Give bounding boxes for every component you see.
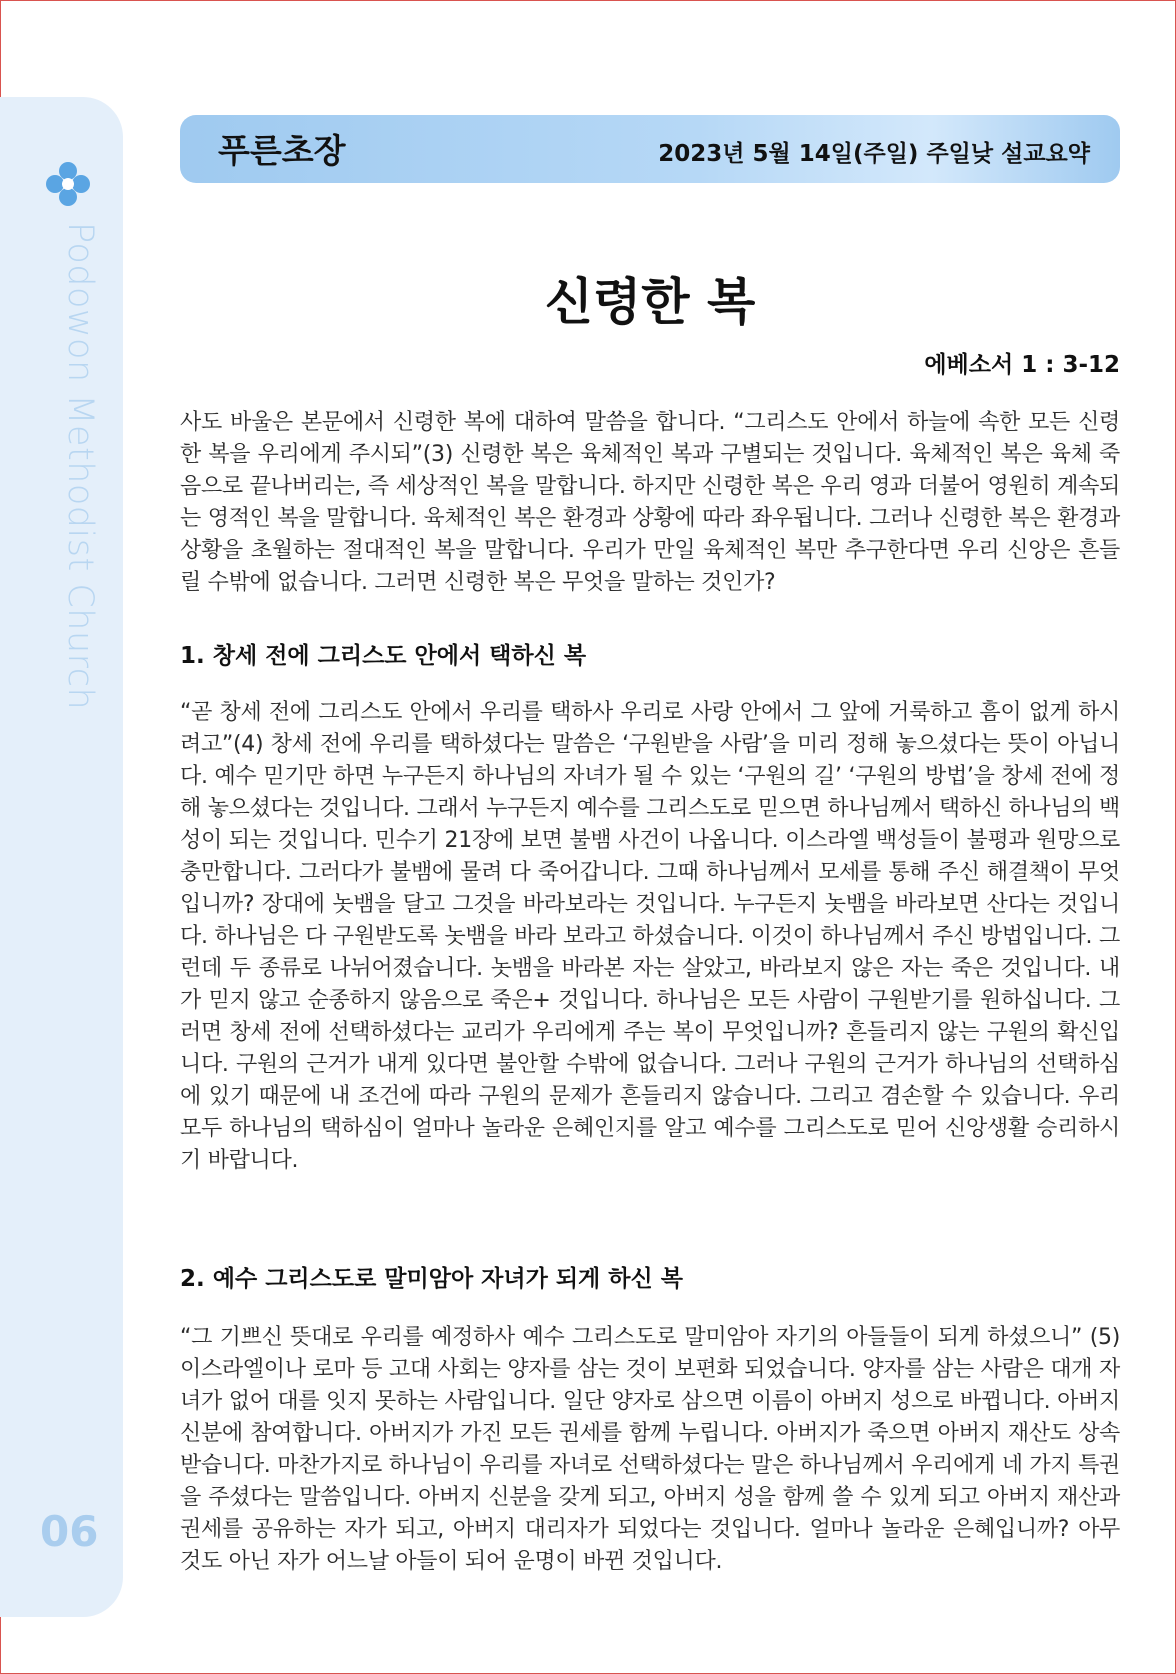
sermon-title: 신령한 복 — [544, 272, 756, 331]
section-paragraph-2: “그 기쁘신 뜻대로 우리를 예정하사 예수 그리스도로 말미암아 자기의 아들들이 되게 하셨으니” (5) 이스라엘이나 로마 등 고대 사회는 양자를 삼는 것이 보편화 되었습니다. 양자를 삼는 사람은 대개 자녀가 없어 대를 잇지 못하는 사람입니다. 일단 양자로 삼으면 이름이 아버지 성으로 바뀝니다. 아버지 신분에 참여합니다. 아버지가 가진 모든 권세를 함께 누립니다. 아버지가 죽으면 아버지 재산도 상속받습니다. 마찬가지로 하나님이 우리를 자녀로 선택하셨다는 말은 하나님께서 우리에게 네 가지 특권을 주셨다는 말씀입니다. 아버지 신분을 갖게 되고, 아버지 성을 함께 쓸 수 있게 되고 아버지 재산과 권세를 공유하는 자가 되고, 아버지 대리자가 되었다는 것입니다. 얼마나 놀라운 은혜입니까? 아무 것도 아닌 자가 어느날 아들이 되어 운명이 바뀐 것입니다. — [180, 1325, 1120, 1574]
section-paragraph-1: “곧 창세 전에 그리스도 안에서 우리를 택하사 우리로 사랑 안에서 그 앞에 거룩하고 흠이 없게 하시려고”(4) 창세 전에 우리를 택하셨다는 말씀은 ‘구원받을 사람’을 미리 정해 놓으셨다는 뜻이 아닙니다. 예수 믿기만 하면 누구든지 하나님의 자녀가 될 수 있는 ‘구원의 길’ ‘구원의 방법’을 창세 전에 정해 놓으셨다는 것입니다. 그래서 누구든지 예수를 그리스도로 믿으면 하나님께서 택하신 하나님의 백성이 되는 것입니다. 민수기 21장에 보면 불뱀 사건이 나옵니다. 이스라엘 백성들이 불평과 원망으로 충만합니다. 그러다가 불뱀에 물려 다 죽어갑니다. 그때 하나님께서 모세를 통해 주신 해결책이 무엇입니까? 장대에 놋뱀을 달고 그것을 바라보라는 것입니다. 누구든지 놋뱀을 바라보면 산다는 것입니다. 하나님은 다 구원받도록 놋뱀을 바라 보라고 하셨습니다. 이것이 하나님께서 주신 방법입니다. 그런데 두 종류로 나뉘어졌습니다. 놋뱀을 바라본 자는 살았고, 바라보지 않은 자는 죽은 것입니다. 내가 믿지 않고 순종하지 않음으로 죽은+ 것입니다. 하나님은 모든 사람이 구원받기를 원하십니다. 그러면 창세 전에 선택하셨다는 교리가 우리에게 주는 복이 무엇입니까? 흔들리지 않는 구원의 확신입니다. 구원의 근거가 내게 있다면 불안할 수밖에 없습니다. 그러나 구원의 근거가 하나님의 선택하심에 있기 때문에 내 조건에 따라 구원의 문제가 흔들리지 않습니다. 그리고 겸손할 수 있습니다. 우리 모두 하나님의 택하심이 얼마나 놀라운 은혜인지를 알고 예수를 그리스도로 믿어 신앙생활 승리하시기 바랍니다. — [180, 700, 1120, 1173]
church-name-vertical: Podowon Methodist Church — [60, 222, 100, 711]
clover-cross-icon — [44, 160, 92, 208]
header-bar — [180, 115, 1120, 183]
section-heading-1: 1. 창세 전에 그리스도 안에서 택하신 복 — [180, 643, 587, 669]
scripture-reference: 에베소서 1 : 3-12 — [924, 352, 1120, 378]
section-heading-2: 2. 예수 그리스도로 말미암아 자녀가 되게 하신 복 — [180, 1266, 683, 1292]
intro-paragraph: 사도 바울은 본문에서 신령한 복에 대하여 말씀을 합니다. “그리스도 안에서 하늘에 속한 모든 신령한 복을 우리에게 주시되”(3) 신령한 복은 육체적인 복과 구별되는 것입니다. 육체적인 복은 육체 죽음으로 끝나버리는, 즉 세상적인 복을 말합니다. 하지만 신령한 복은 우리 영과 더불어 영원히 계속되는 영적인 복을 말합니다. 육체적인 복은 환경과 상황에 따라 좌우됩니다. 그러나 신령한 복은 환경과 상황을 초월하는 절대적인 복을 말합니다. 우리가 만일 육체적인 복만 추구한다면 우리 신앙은 흔들릴 수밖에 없습니다. 그러면 신령한 복은 무엇을 말하는 것인가? — [180, 410, 1120, 595]
page-number: 06 — [40, 1507, 99, 1556]
sermon-date: 2023년 5월 14일(주일) 주일낮 설교요약 — [658, 141, 1090, 167]
section-title: 푸른초장 — [218, 131, 346, 170]
